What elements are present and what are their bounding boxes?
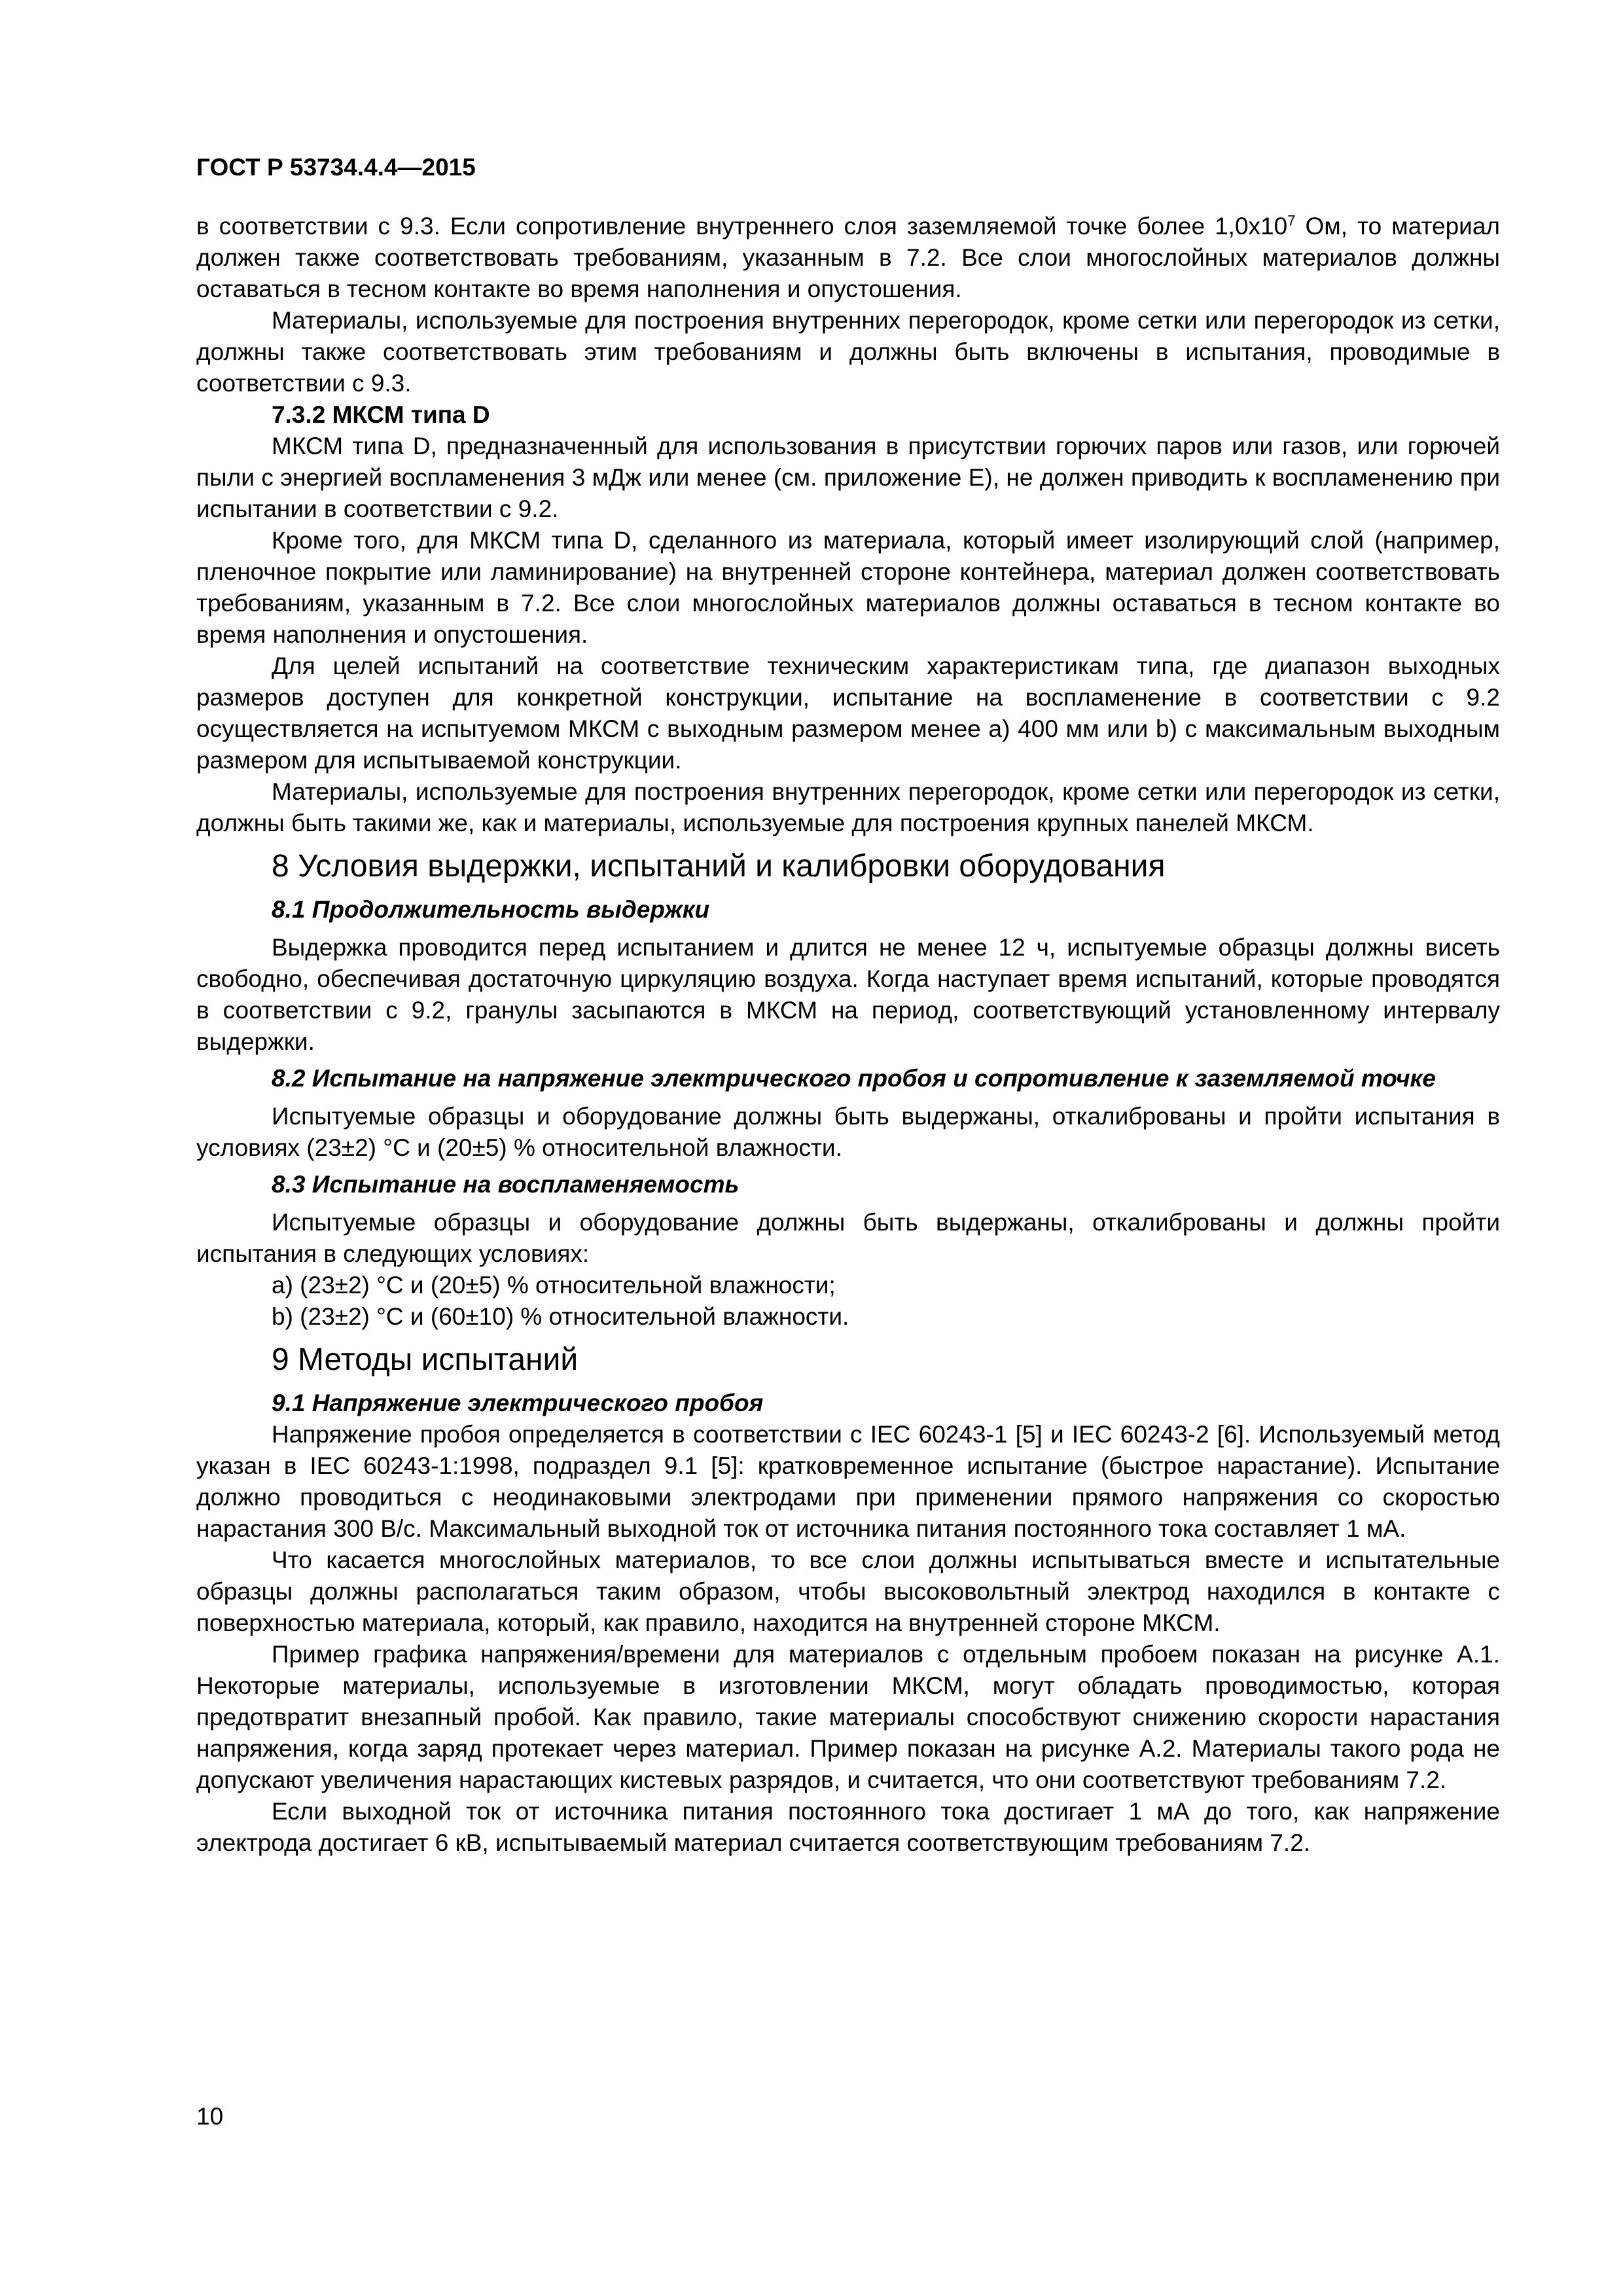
paragraph: Кроме того, для МКСМ типа D, сделанного из материала, который имеет изолирующий слой (например, пленочное покрытие или ламинирование) на внутренней стороне контейнера, материал должен соответствовать требованиям, указанным в 7.2. Все слои многослойных материалов должны оставаться в тесном контакте во время наполнения и опустошения. — [196, 527, 1500, 648]
paragraph: Испытуемые образцы и оборудование должны быть выдержаны, откалиброваны и пройти испытания в условиях (23±2) °С и (20±5) % относительной влажности. — [196, 1103, 1500, 1161]
paragraph: Если выходной ток от источника питания постоянного тока достигает 1 мА до того, как напряжение электрода достигает 6 кВ, испытываемый материал считается соответствующим требованиям 7.2. — [196, 1798, 1500, 1856]
list-item: b) (23±2) °С и (60±10) % относительной влажности. — [272, 1303, 849, 1330]
subsection-heading-8-1: 8.1 Продолжительность выдержки — [272, 896, 710, 923]
paragraph: Материалы, используемые для построения внутренних перегородок, кроме сетки или перегородок из сетки, должны быть такими же, как и материалы, используемые для построения крупных панелей МКСМ. — [196, 778, 1500, 836]
paragraph: МКСМ типа D, предназначенный для использования в присутствии горючих паров или газов, или горючей пыли с энергией воспламенения 3 мДж или менее (см. приложение E), не должен приводить к воспламенению при испытании в соответствии с 9.2. — [196, 433, 1500, 522]
list-item: а) (23±2) °С и (20±5) % относительной влажности; — [272, 1272, 836, 1299]
exponent: 7 — [1287, 212, 1296, 229]
subsection-heading-8-2: 8.2 Испытание на напряжение электрического пробоя и сопротивление к заземляемой точке — [272, 1065, 1436, 1092]
section-heading-8: 8 Условия выдержки, испытаний и калибровки оборудования — [272, 849, 1166, 884]
document-header: ГОСТ Р 53734.4.4—2015 — [196, 154, 476, 181]
paragraph: Что касается многослойных материалов, то все слои должны испытываться вместе и испытательные образцы должны располагаться таким образом, чтобы высоковольтный электрод находился в контакте с поверхностью материала, который, как правило, находится на внутренней стороне МКСМ. — [196, 1547, 1500, 1636]
subsection-heading-7-3-2: 7.3.2 МКСМ типа D — [272, 401, 490, 428]
subsection-heading-8-3: 8.3 Испытание на воспламеняемость — [272, 1171, 740, 1198]
paragraph: Для целей испытаний на соответствие техническим характеристикам типа, где диапазон выходных размеров доступен для конкретной конструкции, испытание на воспламенение в соответствии с 9.2 осуществляется на испытуемом МКСМ с выходным размером менее а) 400 мм или b) с максимальным выходным размером для испытываемой конструкции. — [196, 653, 1500, 774]
section-heading-9: 9 Методы испытаний — [272, 1342, 579, 1377]
page-number: 10 — [196, 2103, 224, 2130]
paragraph: Напряжение пробоя определяется в соответствии с IEC 60243-1 [5] и IEC 60243-2 [6]. Используемый метод указан в IEC 60243-1:1998, подраздел 9.1 [5]: кратковременное испытание (быстрое нарастание). Испытание должно проводиться с неодинаковыми электродами при применении прямого напряжения со скоростью нарастания 300 В/с. Максимальный выходной ток от источника питания постоянного тока составляет 1 мА. — [196, 1421, 1500, 1542]
paragraph: Выдержка проводится перед испытанием и длится не менее 12 ч, испытуемые образцы должны висеть свободно, обеспечивая достаточную циркуляцию воздуха. Когда наступает время испытаний, которые проводятся в соответствии с 9.2, гранулы засыпаются в МКСМ на период, соответствующий установленному интервалу выдержки. — [196, 934, 1500, 1055]
paragraph: Пример графика напряжения/времени для материалов с отдельным пробоем показан на рисунке А.1. Некоторые материалы, используемые в изготовлении МКСМ, могут обладать проводимостью, которая предотвратит внезапный пробой. Как правило, такие материалы способствуют снижению скорости нарастания напряжения, когда заряд протекает через материал. Пример показан на рисунке А.2. Материалы такого рода не допускают увеличения нарастающих кистевых разрядов, и считается, что они соответствуют требованиям 7.2. — [196, 1641, 1500, 1793]
document-page — [196, 0, 1500, 2296]
document-body — [196, 211, 1500, 1859]
paragraph: Материалы, используемые для построения внутренних перегородок, кроме сетки или перегородок из сетки, должны также соответствовать этим требованиям и должны быть включены в испытания, проводимые в соответствии с 9.3. — [196, 307, 1500, 397]
paragraph: Испытуемые образцы и оборудование должны быть выдержаны, откалиброваны и должны пройти испытания в следующих условиях: — [196, 1209, 1500, 1267]
paragraph-continuation: в соответствии с 9.3. Если сопротивление внутреннего слоя заземляемой точке более $1,0х10^7$ Ом, то материал должен также соответствовать требованиям, указанным в 7.2. Все слои многослойных материалов должны оставаться в тесном контакте во время наполнения и опустошения. — [196, 212, 1500, 302]
subsection-heading-9-1: 9.1 Напряжение электрического пробоя — [272, 1390, 764, 1416]
